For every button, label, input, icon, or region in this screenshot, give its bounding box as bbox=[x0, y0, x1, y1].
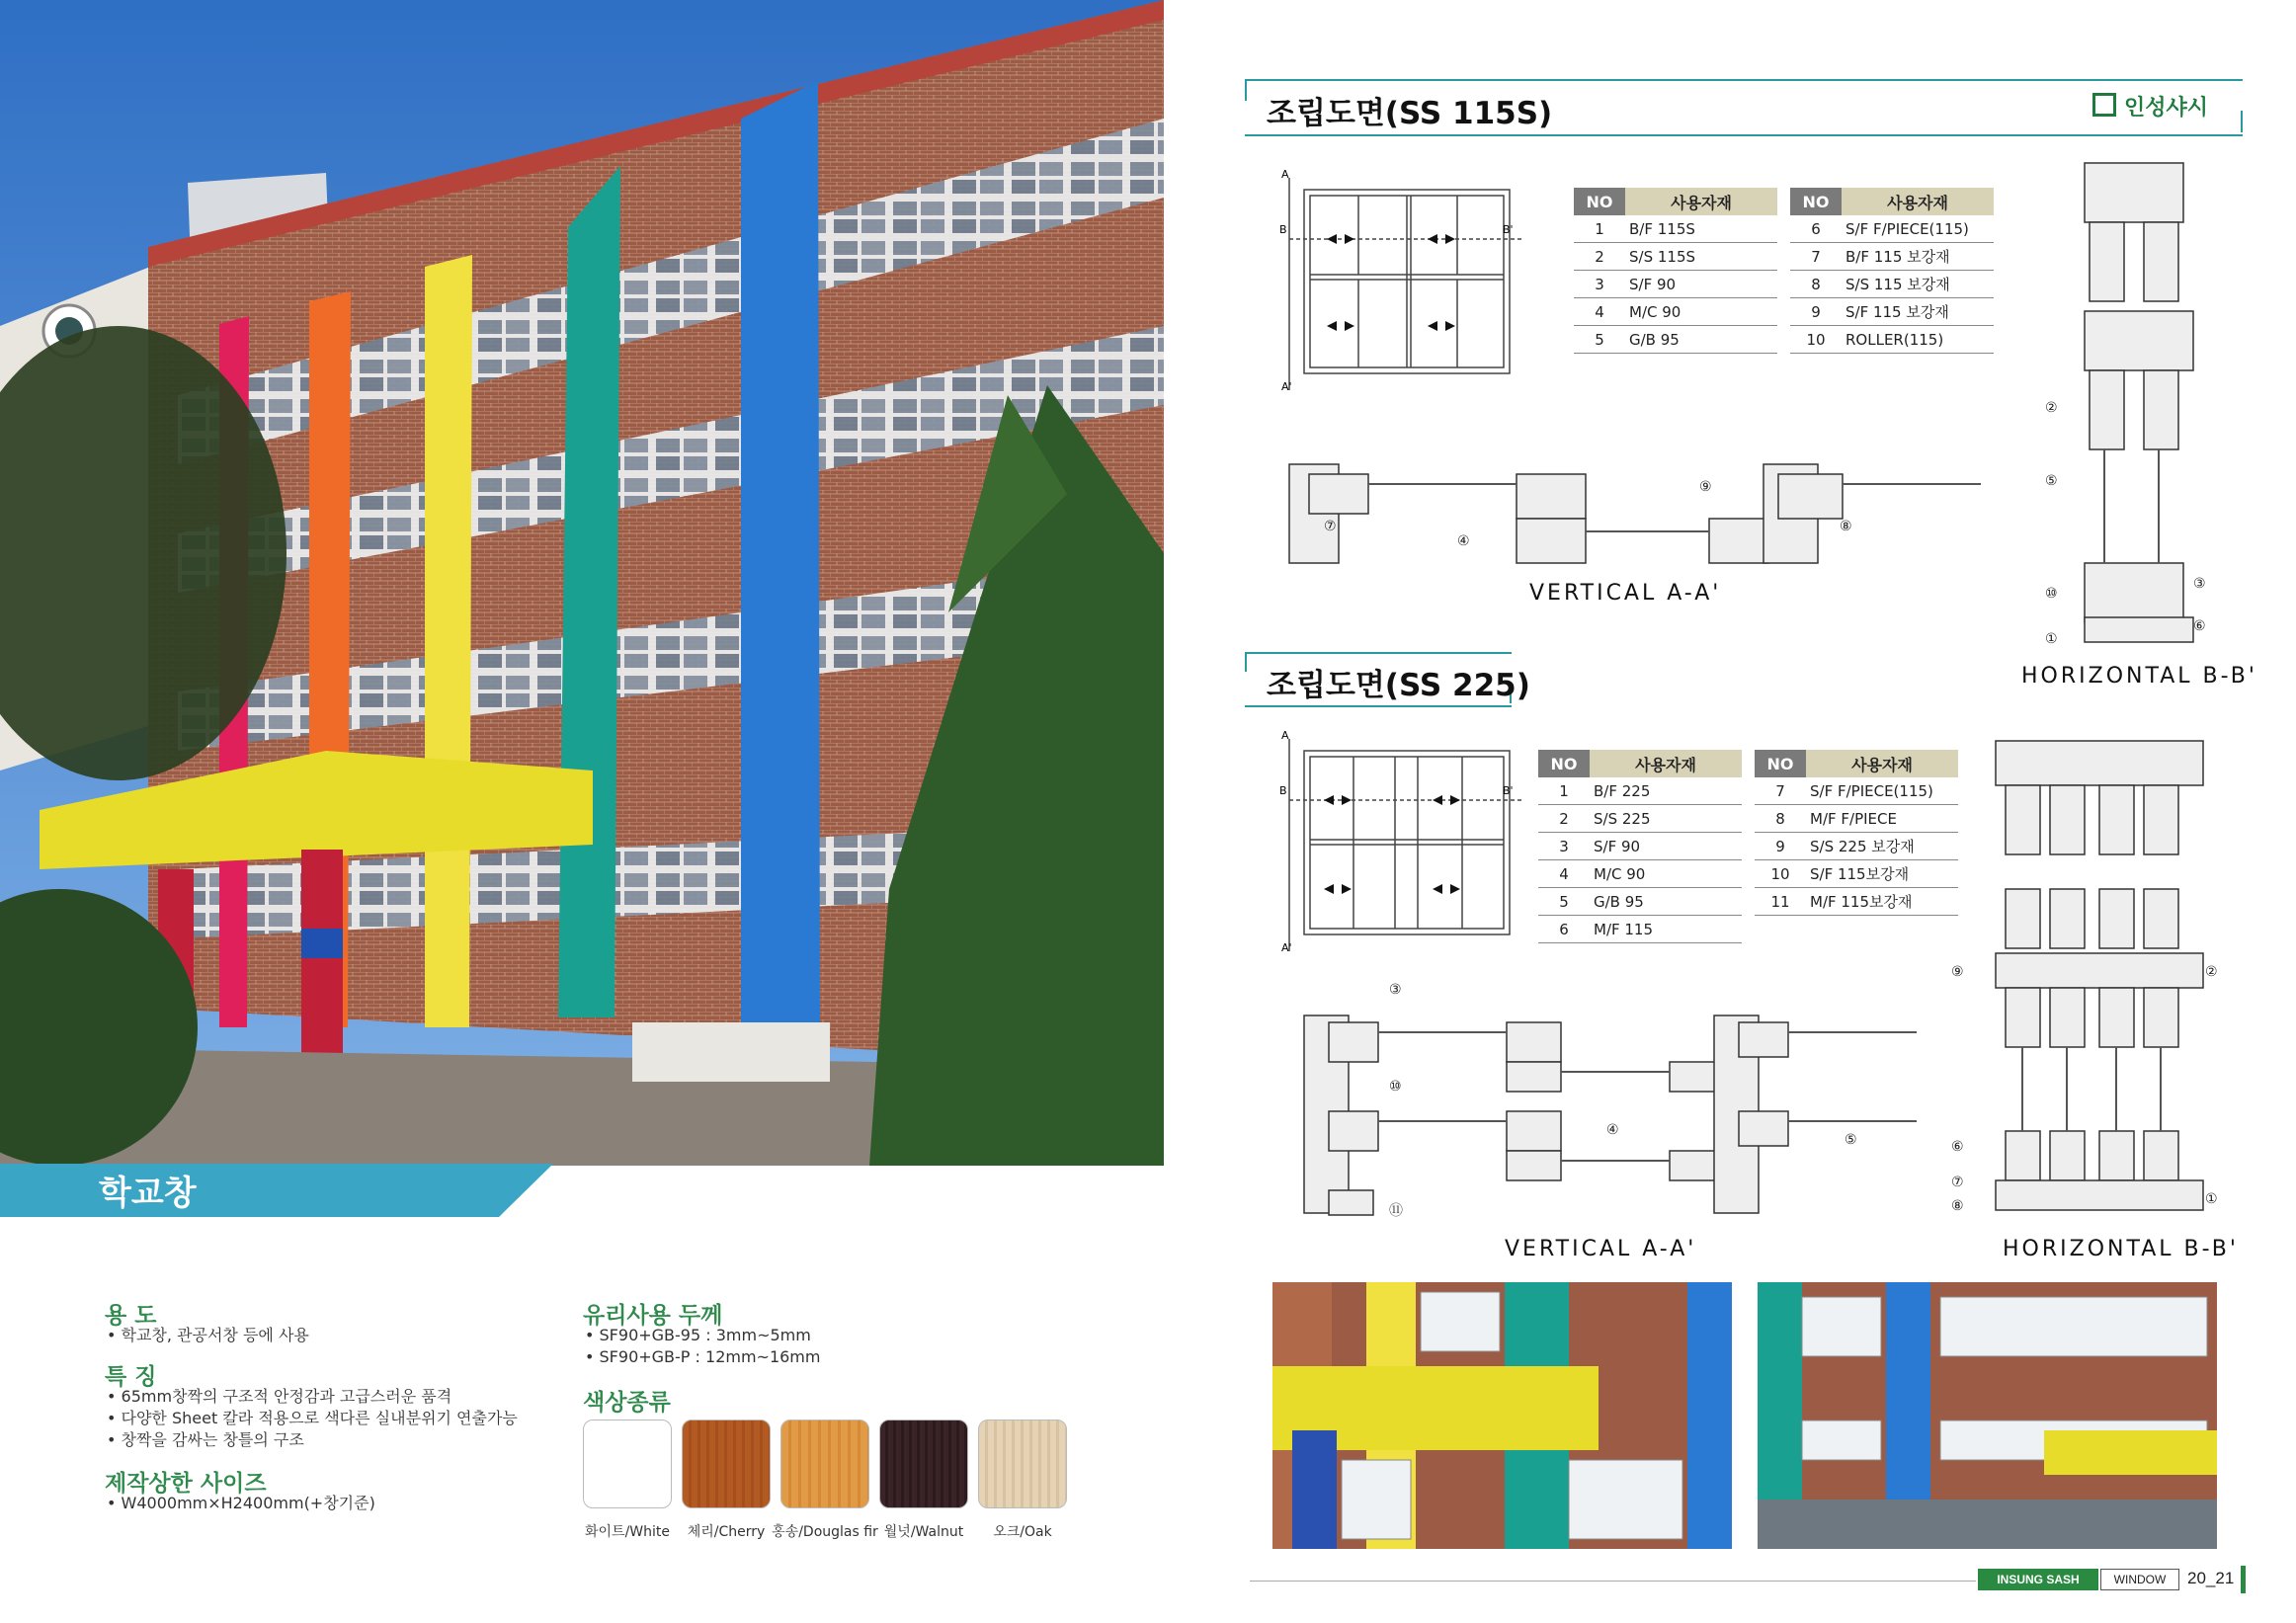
vertical-section-ss225 bbox=[1294, 978, 1927, 1225]
footer-rule bbox=[1250, 1581, 1976, 1582]
swatch-oak bbox=[978, 1420, 1067, 1508]
callout-3: ③ bbox=[2193, 576, 2206, 592]
table-row: 7 B/F 115 보강재 bbox=[1790, 243, 1994, 271]
callout-8: ⑧ bbox=[1840, 519, 1852, 534]
callout-9: ⑨ bbox=[1699, 479, 1712, 495]
caption-horizontal-ss115s: HORIZONTAL B-B' bbox=[2021, 664, 2257, 689]
caption-vertical-ss115s: VERTICAL A-A' bbox=[1529, 581, 1722, 606]
table-row: 3 S/F 90 bbox=[1574, 271, 1777, 298]
marker-b: B bbox=[1279, 784, 1287, 797]
callout-11: ⑪ bbox=[1389, 1203, 1403, 1219]
usage-heading: 용 도 bbox=[105, 1303, 157, 1329]
section-title-ss115s: 조립도면(SS 115S) bbox=[1267, 96, 1553, 131]
table-row: 1 B/F 225 bbox=[1538, 777, 1742, 805]
front-elevation-ss225 bbox=[1279, 729, 1536, 956]
materials-table-ss115s-right: NO 사용자재 6 S/F F/PIECE(115) 7 B/F 115 보강재 8 S/S 115 보강재 9 S/F 115 보강재 10 ROLLER(115) bbox=[1790, 188, 1994, 354]
glass-line: • SF90+GB-P : 12mm~16mm bbox=[585, 1347, 821, 1366]
features-heading: 특 징 bbox=[105, 1364, 157, 1390]
footer-accent bbox=[2241, 1566, 2246, 1593]
table-row: 9 S/F 115 보강재 bbox=[1790, 298, 1994, 326]
callout-10: ⑩ bbox=[2045, 586, 2058, 602]
materials-table-ss115s-left: NO 사용자재 1 B/F 115S 2 S/S 115S 3 S/F 90 4 M/C 90 5 G/B 95 bbox=[1574, 188, 1777, 354]
callout-7: ⑦ bbox=[1951, 1175, 1964, 1190]
glass-line: • SF90+GB-95 : 3mm~5mm bbox=[585, 1326, 811, 1344]
feature-bullet: • 65mm창짝의 구조적 안정감과 고급스러운 품격 bbox=[107, 1387, 452, 1406]
table-row: 10 S/F 115보강재 bbox=[1755, 860, 1958, 888]
marker-a: A bbox=[1281, 168, 1289, 181]
callout-5: ⑤ bbox=[2045, 473, 2058, 489]
callout-7: ⑦ bbox=[1324, 519, 1337, 534]
section-title-ss225: 조립도면(SS 225) bbox=[1267, 668, 1530, 703]
table-row: 2 S/S 115S bbox=[1574, 243, 1777, 271]
table-row: 7 S/F F/PIECE(115) bbox=[1755, 777, 1958, 805]
marker-a2: A' bbox=[1281, 380, 1292, 393]
marker-a: A bbox=[1281, 729, 1289, 742]
table-row: 6 S/F F/PIECE(115) bbox=[1790, 215, 1994, 243]
swatch-white bbox=[583, 1420, 672, 1508]
school-building-photo bbox=[0, 0, 1164, 1166]
table-row: 5 G/B 95 bbox=[1538, 888, 1742, 916]
caption-horizontal-ss225: HORIZONTAL B-B' bbox=[2003, 1237, 2239, 1261]
swatch-douglas-fir bbox=[780, 1420, 869, 1508]
table-row: 6 M/F 115 bbox=[1538, 916, 1742, 943]
caption-vertical-ss225: VERTICAL A-A' bbox=[1505, 1237, 1697, 1261]
max-size-bullet: • W4000mm×H2400mm(+창기준) bbox=[107, 1494, 375, 1512]
vertical-section-ss115s bbox=[1284, 454, 1996, 573]
company-logo-icon bbox=[2092, 93, 2116, 117]
table-row: 4 M/C 90 bbox=[1538, 860, 1742, 888]
materials-table-ss225-left: NO 사용자재 1 B/F 225 2 S/S 225 3 S/F 90 4 M/C 90 5 G/B 95 6 M/F 115 bbox=[1538, 750, 1742, 943]
detail-photo-2 bbox=[1758, 1282, 2217, 1549]
table-row: 11 M/F 115보강재 bbox=[1755, 888, 1958, 916]
callout-6: ⑥ bbox=[2193, 618, 2206, 634]
marker-b: B bbox=[1279, 223, 1287, 236]
marker-b2: B' bbox=[1503, 784, 1514, 797]
horizontal-section-ss115s bbox=[2025, 153, 2223, 657]
swatch-label: 월넛/Walnut bbox=[883, 1524, 964, 1540]
table-row: 10 ROLLER(115) bbox=[1790, 326, 1994, 354]
glass-heading: 유리사용 두께 bbox=[583, 1303, 723, 1329]
footer-window: WINDOW bbox=[2100, 1569, 2179, 1590]
colors-heading: 색상종류 bbox=[583, 1390, 671, 1416]
callout-1: ① bbox=[2205, 1191, 2218, 1207]
table-row: 2 S/S 225 bbox=[1538, 805, 1742, 833]
swatch-label: 홍송/Douglas fir bbox=[772, 1524, 878, 1540]
callout-6: ⑥ bbox=[1951, 1139, 1964, 1155]
banner-title: 학교창 bbox=[99, 1174, 197, 1213]
table-row: 8 M/F F/PIECE bbox=[1755, 805, 1958, 833]
marker-b2: B' bbox=[1503, 223, 1514, 236]
table-row: 3 S/F 90 bbox=[1538, 833, 1742, 860]
materials-table-ss225-right: NO 사용자재 7 S/F F/PIECE(115) 8 M/F F/PIECE 9 S/S 225 보강재 10 S/F 115보강재 11 M/F 115보강재 bbox=[1755, 750, 1958, 916]
callout-3: ③ bbox=[1389, 982, 1402, 998]
footer-brand: INSUNG SASH bbox=[1978, 1569, 2098, 1590]
swatch-label: 화이트/White bbox=[585, 1524, 670, 1540]
swatch-label: 체리/Cherry bbox=[687, 1524, 766, 1540]
callout-4: ④ bbox=[1606, 1122, 1619, 1138]
swatch-walnut bbox=[879, 1420, 968, 1508]
marker-a2: A' bbox=[1281, 941, 1292, 954]
company-logo-text: 인성샤시 bbox=[2124, 96, 2209, 121]
swatch-cherry bbox=[682, 1420, 771, 1508]
table-row: 5 G/B 95 bbox=[1574, 326, 1777, 354]
title-banner bbox=[0, 1164, 573, 1219]
horizontal-section-ss225 bbox=[1946, 736, 2233, 1230]
callout-8: ⑧ bbox=[1951, 1198, 1964, 1214]
front-elevation-ss115s bbox=[1279, 168, 1536, 395]
table-row: 9 S/S 225 보강재 bbox=[1755, 833, 1958, 860]
table-row: 4 M/C 90 bbox=[1574, 298, 1777, 326]
usage-bullet: • 학교창, 관공서창 등에 사용 bbox=[107, 1326, 309, 1344]
feature-bullet: • 창짝을 감싸는 창틀의 구조 bbox=[107, 1430, 304, 1449]
callout-5: ⑤ bbox=[1845, 1132, 1857, 1148]
table-row: 8 S/S 115 보강재 bbox=[1790, 271, 1994, 298]
callout-9: ⑨ bbox=[1951, 964, 1964, 980]
max-size-heading: 제작상한 사이즈 bbox=[105, 1471, 267, 1497]
feature-bullet: • 다양한 Sheet 칼라 적용으로 색다른 실내분위기 연출가능 bbox=[107, 1409, 518, 1427]
callout-10: ⑩ bbox=[1389, 1079, 1402, 1095]
page-numbers: 20_21 bbox=[2187, 1569, 2235, 1587]
table-row: 1 B/F 115S bbox=[1574, 215, 1777, 243]
callout-2: ② bbox=[2045, 400, 2058, 416]
detail-photo-1 bbox=[1272, 1282, 1732, 1549]
swatch-label: 오크/Oak bbox=[993, 1524, 1052, 1540]
callout-2: ② bbox=[2205, 964, 2218, 980]
callout-1: ① bbox=[2045, 631, 2058, 647]
callout-4: ④ bbox=[1457, 533, 1470, 549]
